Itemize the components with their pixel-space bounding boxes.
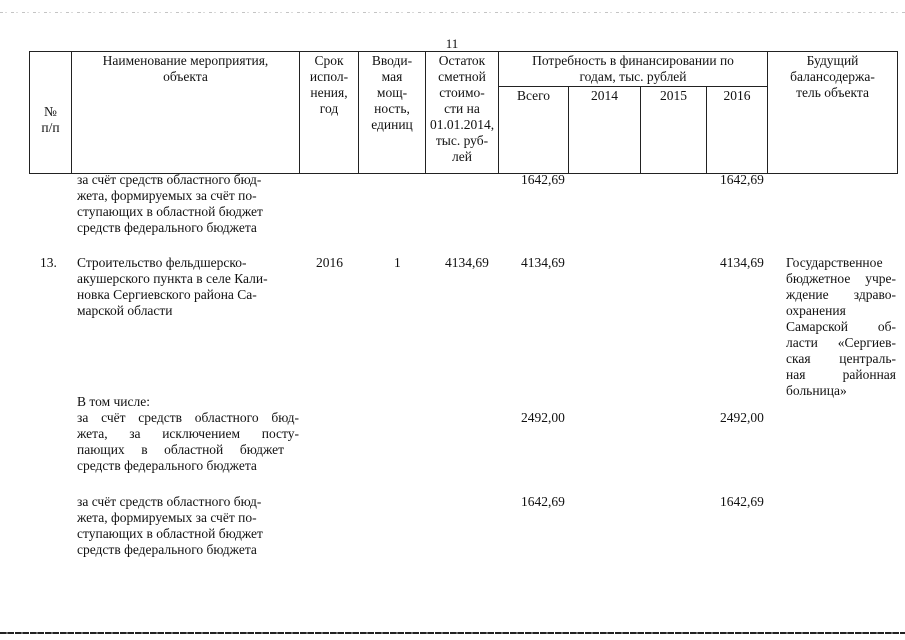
header-col-number: [30, 52, 72, 174]
header-col-name-line1: Наименование мероприятия,: [102, 53, 269, 68]
header-col-remainder: [426, 52, 499, 174]
text-line: Самарской об-: [786, 319, 896, 334]
text-line: акушерского пункта в селе Кали-: [77, 271, 268, 286]
header-col-name-line2: объекта: [163, 69, 208, 84]
header-remainder-line: 01.01.2014,: [429, 117, 495, 132]
text-line: больница»: [786, 383, 847, 398]
header-need-line: Потребность в финансировании по: [532, 53, 734, 68]
text-line: марской области: [77, 303, 173, 318]
header-capacity-line: Вводи-: [371, 53, 413, 68]
scan-artifact-top: [0, 12, 905, 13]
header-capacity-line: ность,: [374, 101, 410, 116]
header-remainder-line: стоимо-: [439, 85, 485, 100]
sub1-2016: 2492,00: [720, 410, 764, 425]
header-capacity-line: мощ-: [376, 85, 408, 100]
header-col-term: [300, 52, 359, 174]
header-remainder-line: сти на: [444, 101, 480, 116]
header-col-total: Всего: [499, 87, 569, 174]
header-term-line: испол-: [309, 69, 349, 84]
item-number: 13.: [40, 255, 57, 270]
header-col-name: [72, 52, 300, 174]
item-holder: [786, 255, 896, 399]
text-line: ская централь-: [786, 351, 896, 366]
text-line: ждение здраво-: [786, 287, 896, 302]
sub2-total: 1642,69: [521, 494, 565, 509]
header-col-2014: 2014: [569, 87, 641, 174]
header-need-line: годам, тыс. рублей: [579, 69, 687, 84]
header-capacity-line: единиц: [371, 117, 413, 132]
text-line: за счёт средств областного бюд-: [77, 172, 262, 187]
header-remainder-line: лей: [452, 149, 472, 164]
header-holder-line: Будущий: [806, 53, 859, 68]
sub2-text: [77, 494, 299, 558]
header-col-2016: 2016: [707, 87, 768, 174]
text-line: жета, формируемых за счёт по-: [77, 188, 257, 203]
text-line: средств федерального бюджета: [77, 542, 257, 557]
header-col-holder: [768, 52, 898, 174]
text-line: за счёт средств областного бюд-: [77, 494, 262, 509]
sub1-total: 2492,00: [521, 410, 565, 425]
header-remainder-line: сметной: [438, 69, 486, 84]
header-term-line: нения,: [310, 85, 348, 100]
text-line: новка Сергиевского района Са-: [77, 287, 257, 302]
text-line: бюджетное учре-: [786, 271, 896, 286]
text-line: средств федерального бюджета: [77, 458, 257, 473]
header-term-line: Срок: [314, 53, 344, 68]
scan-artifact-bottom: [0, 632, 905, 634]
text-line: жета, за исключением посту-: [77, 426, 299, 441]
text-line: ная районная: [786, 367, 896, 382]
item-name: [77, 255, 299, 319]
text-line: за счёт средств областного бюд-: [77, 410, 299, 425]
text-line: Строительство фельдшерско-: [77, 255, 247, 270]
text-line: пающих в областной бюджет: [77, 442, 284, 457]
carry-over-text: [77, 172, 299, 236]
text-line: средств федерального бюджета: [77, 220, 257, 235]
carry-over-total: 1642,69: [521, 172, 565, 187]
text-line: ступающих в областной бюджет: [77, 526, 263, 541]
page-number: 11: [445, 36, 459, 51]
header-holder-line: тель объекта: [796, 85, 869, 100]
item-2016: 4134,69: [720, 255, 764, 270]
text-line: ступающих в областной бюджет: [77, 204, 263, 219]
sub2-2016: 1642,69: [720, 494, 764, 509]
carry-over-2016: 1642,69: [720, 172, 764, 187]
text-line: охранения: [786, 303, 846, 318]
table-header: [29, 51, 898, 174]
header-col-capacity: [359, 52, 426, 174]
text-line: жета, формируемых за счёт по-: [77, 510, 257, 525]
text-line: ласти «Сергиев-: [786, 335, 896, 350]
including-label: В том числе:: [77, 394, 150, 409]
header-remainder-line: тыс. руб-: [435, 133, 489, 148]
header-col-number-pp: п/п: [41, 120, 60, 135]
header-col-number-sign: №: [44, 104, 57, 119]
header-col-need: [499, 52, 768, 87]
header-remainder-line: Остаток: [438, 53, 486, 68]
header-capacity-line: мая: [381, 69, 403, 84]
item-total: 4134,69: [521, 255, 565, 270]
sub1-text: [77, 410, 299, 474]
header-holder-line: балансодержа-: [790, 69, 875, 84]
item-capacity: 1: [394, 255, 401, 270]
header-term-line: год: [319, 101, 339, 116]
text-line: Государственное: [786, 255, 883, 270]
item-remainder: 4134,69: [445, 255, 489, 270]
header-col-2015: 2015: [641, 87, 707, 174]
item-term: 2016: [316, 255, 343, 270]
